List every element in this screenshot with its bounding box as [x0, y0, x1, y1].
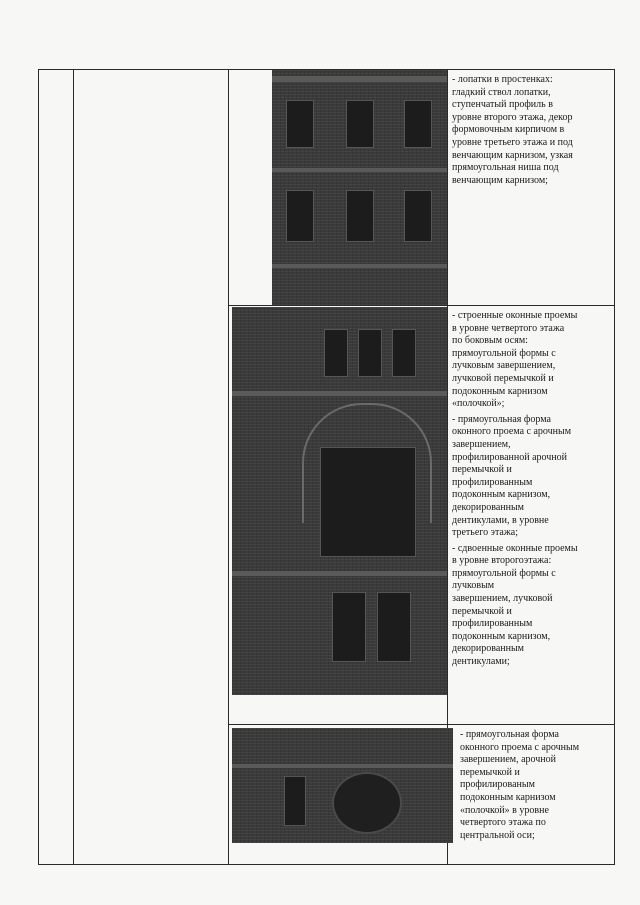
photo-window [392, 329, 416, 377]
photo-round-window [332, 772, 402, 834]
photo-cornice-band [272, 76, 447, 82]
column-divider-2 [228, 69, 229, 865]
photo-window [284, 776, 306, 826]
facade-photo-central [232, 728, 453, 843]
column-divider-1 [73, 69, 74, 865]
facade-photo-pilasters [272, 70, 447, 305]
photo-window [346, 190, 374, 242]
description-paragraph: - прямоугольная форма оконного проема с арочным завершением, профилированной арочной перемычкой и профилированным подоконным карнизом, декорированным дентикулами, в уровне третьего этажа; [452, 413, 572, 539]
description-paragraph: - сдвоенные оконные проемы в уровне второгоэтажа: прямоугольной формы с лучковым завершением, лучковой перемычкой и профилированным подоконным карнизом, декорированным дентикулами; [452, 542, 578, 668]
photo-window [377, 592, 411, 662]
photo-window [324, 329, 348, 377]
photo-window [358, 329, 382, 377]
photo-window [286, 190, 314, 242]
photo-floor-band [232, 571, 447, 576]
table-left-border [38, 69, 39, 865]
description-paragraph: - прямоугольная форма оконного проема с арочным завершением, арочной перемычкой и профилированым подоконным карнизом «полочкой» в уровне четвертого этажа по центральной оси; [460, 729, 580, 841]
photo-floor-band [272, 168, 447, 172]
photo-floor-band [232, 764, 453, 768]
photo-window [404, 100, 432, 148]
description-paragraph: - строенные оконные проемы в уровне четвертого этажа по боковым осям: прямоугольной формы с лучковым завершением, лучковой перемычкой и подоконным карнизом «полочкой»; [452, 310, 578, 410]
row-divider-2 [228, 724, 615, 725]
photo-window [320, 447, 416, 557]
photo-window [404, 190, 432, 242]
table-bottom-border [38, 864, 615, 865]
photo-window [346, 100, 374, 148]
description-cell-central [460, 729, 612, 845]
facade-photo-windows [232, 307, 447, 695]
row-divider-1 [228, 305, 615, 306]
photo-floor-band [272, 264, 447, 268]
photo-window [286, 100, 314, 148]
description-cell-pilasters [452, 74, 612, 190]
table-right-border [614, 69, 615, 865]
description-paragraph: - лопатки в простенках: гладкий ствол лопатки, ступенчатый профиль в уровне второго этажа, декор формовочным кирпичом в уровне третьего этажа и под венчающим карнизом, узкая прямоугольная ниша под венчающим карнизом; [452, 74, 573, 186]
photo-floor-band [232, 391, 447, 396]
photo-window [332, 592, 366, 662]
description-cell-windows [452, 310, 612, 672]
